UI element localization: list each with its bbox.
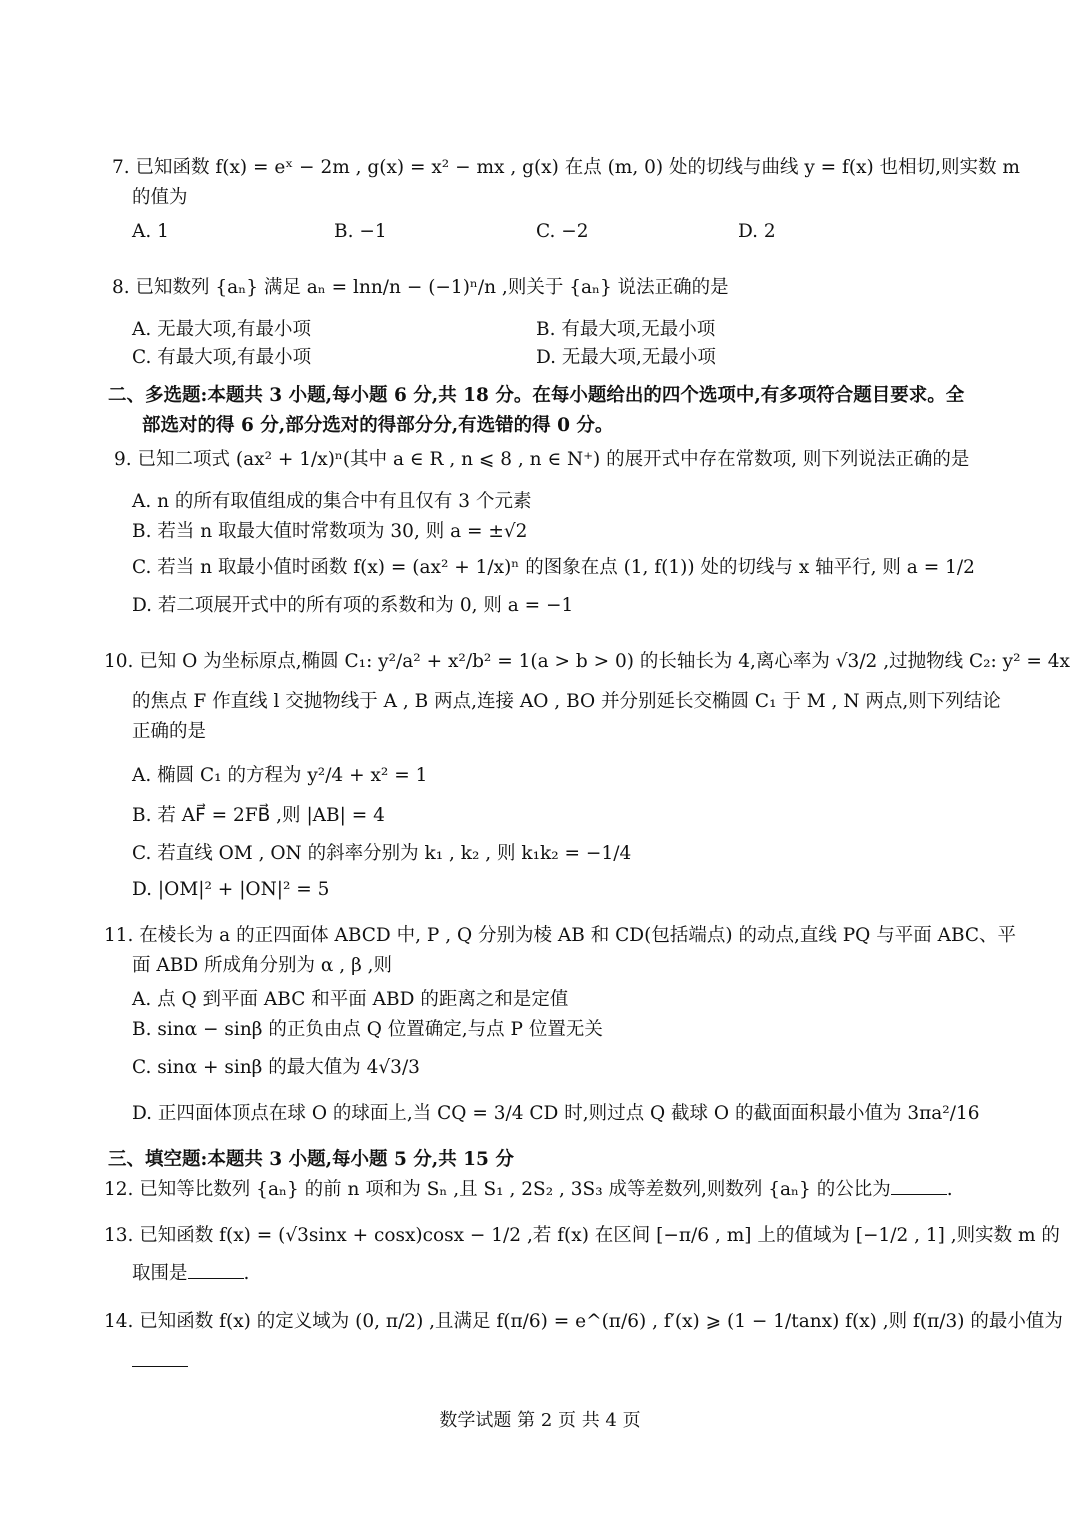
q12-stem	[104, 1178, 953, 1202]
section2-heading-line2: 部选对的得 6 分,部分选对的得部分分,有选错的得 0 分。	[142, 415, 614, 436]
q9-stem: 9. 已知二项式 (ax² + 1/x)ⁿ(其中 a ∈ R , n ⩽ 8 , n ∈ N⁺) 的展开式中存在常数项, 则下列说法正确的是	[114, 449, 970, 470]
q7-stem-line1: 7. 已知函数 f(x) = eˣ − 2m , g(x) = x² − mx , g(x) 在点 (m, 0) 处的切线与曲线 y = f(x) 也相切,则实数 m	[112, 157, 1020, 178]
q8-option-b: B. 有最大项,无最小项	[536, 319, 716, 340]
q12-end: .	[946, 1179, 953, 1200]
q13-stem-line2	[132, 1262, 249, 1286]
q8-option-a: A. 无最大项,有最小项	[132, 319, 312, 340]
q12-answer-blank[interactable]	[891, 1178, 947, 1195]
q8-stem: 8. 已知数列 {aₙ} 满足 aₙ = lnn/n − (−1)ⁿ/n ,则关于 {aₙ} 说法正确的是	[112, 277, 729, 298]
q7-stem-line2: 的值为	[132, 187, 188, 208]
q7-option-c: C. −2	[536, 221, 589, 242]
q10-option-a: A. 椭圆 C₁ 的方程为 y²/4 + x² = 1	[132, 765, 428, 786]
q14-stem: 14. 已知函数 f(x) 的定义域为 (0, π/2) ,且满足 f(π/6) = e^(π/6) , f′(x) ⩾ (1 − 1/tanx) f(x) ,则 f(π/3) 的最小值为	[104, 1311, 1063, 1332]
q10-stem-line1: 10. 已知 O 为坐标原点,椭圆 C₁: y²/a² + x²/b² = 1(a > b > 0) 的长轴长为 4,离心率为 √3/2 ,过抛物线 C₂: y² = 4x	[104, 651, 1070, 672]
q11-option-d: D. 正四面体顶点在球 O 的球面上,当 CQ = 3/4 CD 时,则过点 Q 截球 O 的截面面积最小值为 3πa²/16	[132, 1103, 980, 1124]
q11-option-b: B. sinα − sinβ 的正负由点 Q 位置确定,与点 P 位置无关	[132, 1019, 603, 1040]
section3-heading: 三、填空题:本题共 3 小题,每小题 5 分,共 15 分	[108, 1149, 514, 1170]
q7-option-b: B. −1	[334, 221, 387, 242]
q9-option-b: B. 若当 n 取最大值时常数项为 30, 则 a = ±√2	[132, 521, 528, 542]
q14-answer-blank[interactable]	[132, 1350, 188, 1367]
q13-end: .	[243, 1263, 250, 1284]
q8-option-d: D. 无最大项,无最小项	[536, 347, 716, 368]
q10-option-b: B. 若 AF⃗ = 2FB⃗ ,则 |AB| = 4	[132, 805, 385, 826]
q13-answer-blank[interactable]	[188, 1262, 244, 1279]
q9-option-d: D. 若二项展开式中的所有项的系数和为 0, 则 a = −1	[132, 595, 574, 616]
q13-text: 取围是	[132, 1263, 188, 1284]
q10-stem-line3: 正确的是	[132, 721, 207, 742]
q9-option-a: A. n 的所有取值组成的集合中有且仅有 3 个元素	[132, 491, 532, 512]
q9-option-c: C. 若当 n 取最小值时函数 f(x) = (ax² + 1/x)ⁿ 的图象在点 (1, f(1)) 处的切线与 x 轴平行, 则 a = 1/2	[132, 557, 975, 578]
q11-stem-line2: 面 ABD 所成角分别为 α , β ,则	[132, 955, 393, 976]
page-footer: 数学试题 第 2 页 共 4 页	[439, 1410, 641, 1431]
q11-option-c: C. sinα + sinβ 的最大值为 4√3/3	[132, 1057, 420, 1078]
q11-option-a: A. 点 Q 到平面 ABC 和平面 ABD 的距离之和是定值	[132, 989, 569, 1010]
q14-answer-line	[132, 1350, 188, 1374]
q7-option-a: A. 1	[132, 221, 169, 242]
q10-option-c: C. 若直线 OM , ON 的斜率分别为 k₁ , k₂ , 则 k₁k₂ = −1/4	[132, 843, 632, 864]
q10-option-d: D. |OM|² + |ON|² = 5	[132, 879, 330, 900]
q12-text: 12. 已知等比数列 {aₙ} 的前 n 项和为 Sₙ ,且 S₁ , 2S₂ , 3S₃ 成等差数列,则数列 {aₙ} 的公比为	[104, 1179, 891, 1200]
q13-stem-line1: 13. 已知函数 f(x) = (√3sinx + cosx)cosx − 1/2 ,若 f(x) 在区间 [−π/6 , m] 上的值域为 [−1/2 , 1] ,则实数 m 的	[104, 1225, 1060, 1246]
q11-stem-line1: 11. 在棱长为 a 的正四面体 ABCD 中, P , Q 分别为棱 AB 和 CD(包括端点) 的动点,直线 PQ 与平面 ABC、平	[104, 925, 1017, 946]
q10-stem-line2: 的焦点 F 作直线 l 交抛物线于 A , B 两点,连接 AO , BO 并分别延长交椭圆 C₁ 于 M , N 两点,则下列结论	[132, 691, 1001, 712]
q8-option-c: C. 有最大项,有最小项	[132, 347, 312, 368]
q7-option-d: D. 2	[738, 221, 776, 242]
section2-heading-line1: 二、多选题:本题共 3 小题,每小题 6 分,共 18 分。在每小题给出的四个选项中,有多项符合题目要求。全	[108, 385, 965, 406]
